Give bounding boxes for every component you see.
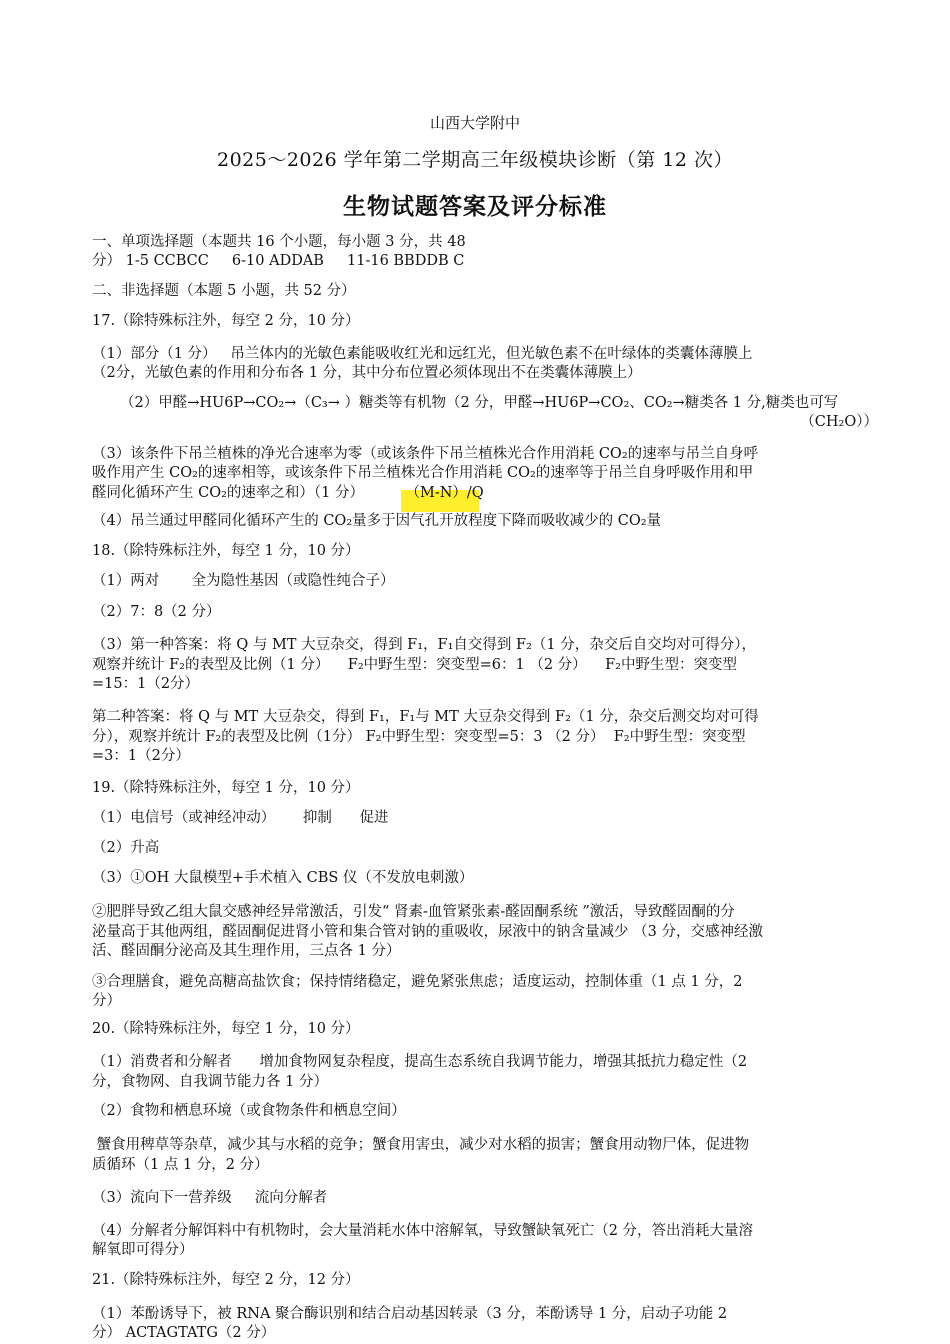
q17-answer-line: （2分，光敏色素的作用和分布各 1 分，其中分布位置必须体现出不在类囊体薄膜上） <box>92 365 642 381</box>
q20-answer-line: （1）消费者和分解者 增加食物网复杂程度，提高生态系统自我调节能力，增强其抵抗力稳定性（2 <box>92 1054 748 1070</box>
q19-answer-line: 活、醛固酮分泌高及其生理作用，三点各 1 分） <box>92 943 401 959</box>
q18-heading: 18.（除特殊标注外，每空 1 分，10 分） <box>92 543 360 559</box>
q19-answer-line: 分） <box>92 993 121 1009</box>
q19-answer-line: （1）电信号（或神经冲动） 抑制 促进 <box>92 810 389 826</box>
q19-answer-line: （2）升高 <box>92 840 160 856</box>
section-1-heading: 一、单项选择题（本题共 16 个小题，每小题 3 分，共 48 <box>92 234 466 250</box>
q17-answer-line: （3）该条件下吊兰植株的净光合速率为零（或该条件下吊兰植株光合作用消耗 CO₂的速率与吊兰自身呼 <box>92 446 759 462</box>
q18-answer-line: 观察并统计 F₂的表型及比例（1 分） F₂中野生型：突变型=6：1 （2 分） F₂中野生型：突变型 <box>92 657 737 673</box>
q17-answer-line: （2）甲醛→HU6P→CO₂→（C₃→ ）糖类等有机物（2 分，甲醛→HU6P→CO₂、CO₂→糖类各 1 分,糖类也可写 <box>120 395 839 411</box>
q17-heading: 17.（除特殊标注外，每空 2 分，10 分） <box>92 313 360 329</box>
q20-heading: 20.（除特殊标注外，每空 1 分，10 分） <box>92 1021 360 1037</box>
q17-answer-line: 吸作用产生 CO₂的速率相等，或该条件下吊兰植株光合作用消耗 CO₂的速率等于吊兰自身呼吸作用和甲 <box>92 465 754 481</box>
school-name: 山西大学附中 <box>429 114 520 132</box>
q20-answer-line: 解氧即可得分） <box>92 1242 194 1258</box>
section-2-heading: 二、非选择题（本题 5 小题，共 52 分） <box>92 283 356 299</box>
q19-answer-line: （3）①OH 大鼠模型+手术植入 CBS 仪（不发放电刺激） <box>92 870 474 886</box>
q20-answer-line: 质循环（1 点 1 分，2 分） <box>92 1157 269 1173</box>
q19-heading: 19.（除特殊标注外，每空 1 分，10 分） <box>92 780 360 796</box>
q17-answer-line: 醛同化循环产生 CO₂的速率之和）（1 分） （M-N）/Q <box>92 485 484 501</box>
q18-answer-line: （1）两对 全为隐性基因（或隐性纯合子） <box>92 573 395 589</box>
q18-answer-line: =15：1（2分） <box>92 676 200 692</box>
q17-answer-line: （CH₂O）） <box>800 414 878 430</box>
q18-answer-line: =3：1（2分） <box>92 748 190 764</box>
q20-answer-line: （3）流向下一营养级 流向分解者 <box>92 1190 328 1206</box>
q20-answer-line: （4）分解者分解饵料中有机物时，会大量消耗水体中溶解氧，导致蟹缺氧死亡（2 分，答出消耗大量溶 <box>92 1223 754 1239</box>
q19-answer-line: 泌量高于其他两组，醛固酮促进肾小管和集合管对钠的重吸收，尿液中的钠含量减少 （3 分，交感神经激 <box>92 924 763 940</box>
q17-answer-line: （1）部分（1 分） 吊兰体内的光敏色素能吸收红光和远红光，但光敏色素不在叶绿体的类囊体薄膜上 <box>92 346 753 362</box>
q20-answer-line: 蟹食用稗草等杂草，减少其与水稻的竞争；蟹食用害虫，减少对水稻的损害；蟹食用动物尸体，促进物 <box>92 1137 750 1153</box>
page-title: 生物试题答案及评分标准 <box>343 193 607 220</box>
q17-answer-line: （4）吊兰通过甲醛同化循环产生的 CO₂量多于因气孔开放程度下降而吸收减少的 CO₂量 <box>92 513 662 529</box>
q19-answer-line: ②肥胖导致乙组大鼠交感神经异常激活，引发“ 肾素-血管紧张素-醛固酮系统 ”激活，导致醛固酮的分 <box>92 904 735 920</box>
q18-answer-line: （2）7：8（2 分） <box>92 604 221 620</box>
q18-answer-line: 第二种答案：将 Q 与 MT 大豆杂交，得到 F₁，F₁与 MT 大豆杂交得到 F₂（1 分，杂交后测交均对可得 <box>92 709 759 725</box>
q20-answer-line: （2）食物和栖息环境（或食物条件和栖息空间） <box>92 1103 406 1119</box>
q21-answer-line: （1）苯酚诱导下，被 RNA 聚合酶识别和结合启动基因转录（3 分，苯酚诱导 1 分，启动子功能 2 <box>92 1306 728 1322</box>
q18-answer-line: （3）第一种答案：将 Q 与 MT 大豆杂交，得到 F₁，F₁自交得到 F₂（1 分，杂交后自交均对可得分）， <box>92 637 756 653</box>
q21-heading: 21.（除特殊标注外，每空 2 分，12 分） <box>92 1272 360 1288</box>
q20-answer-line: 分，食物网、自我调节能力各 1 分） <box>92 1074 328 1090</box>
q21-answer-line: 分） ACTAGTATG（2 分） <box>92 1325 276 1341</box>
exam-title: 2025～2026 学年第二学期高三年级模块诊断（第 12 次） <box>216 149 733 171</box>
q18-answer-line: 分），观察并统计 F₂的表型及比例（1分） F₂中野生型：突变型=5：3 （2 分） F₂中野生型：突变型 <box>92 729 746 745</box>
q19-answer-line: ③合理膳食，避免高糖高盐饮食；保持情绪稳定，避免紧张焦虑；适度运动，控制体重（1 点 1 分，2 <box>92 974 743 990</box>
choice-answers: 分） 1-5 CCBCC 6-10 ADDAB 11-16 BBDDB C <box>92 253 465 269</box>
